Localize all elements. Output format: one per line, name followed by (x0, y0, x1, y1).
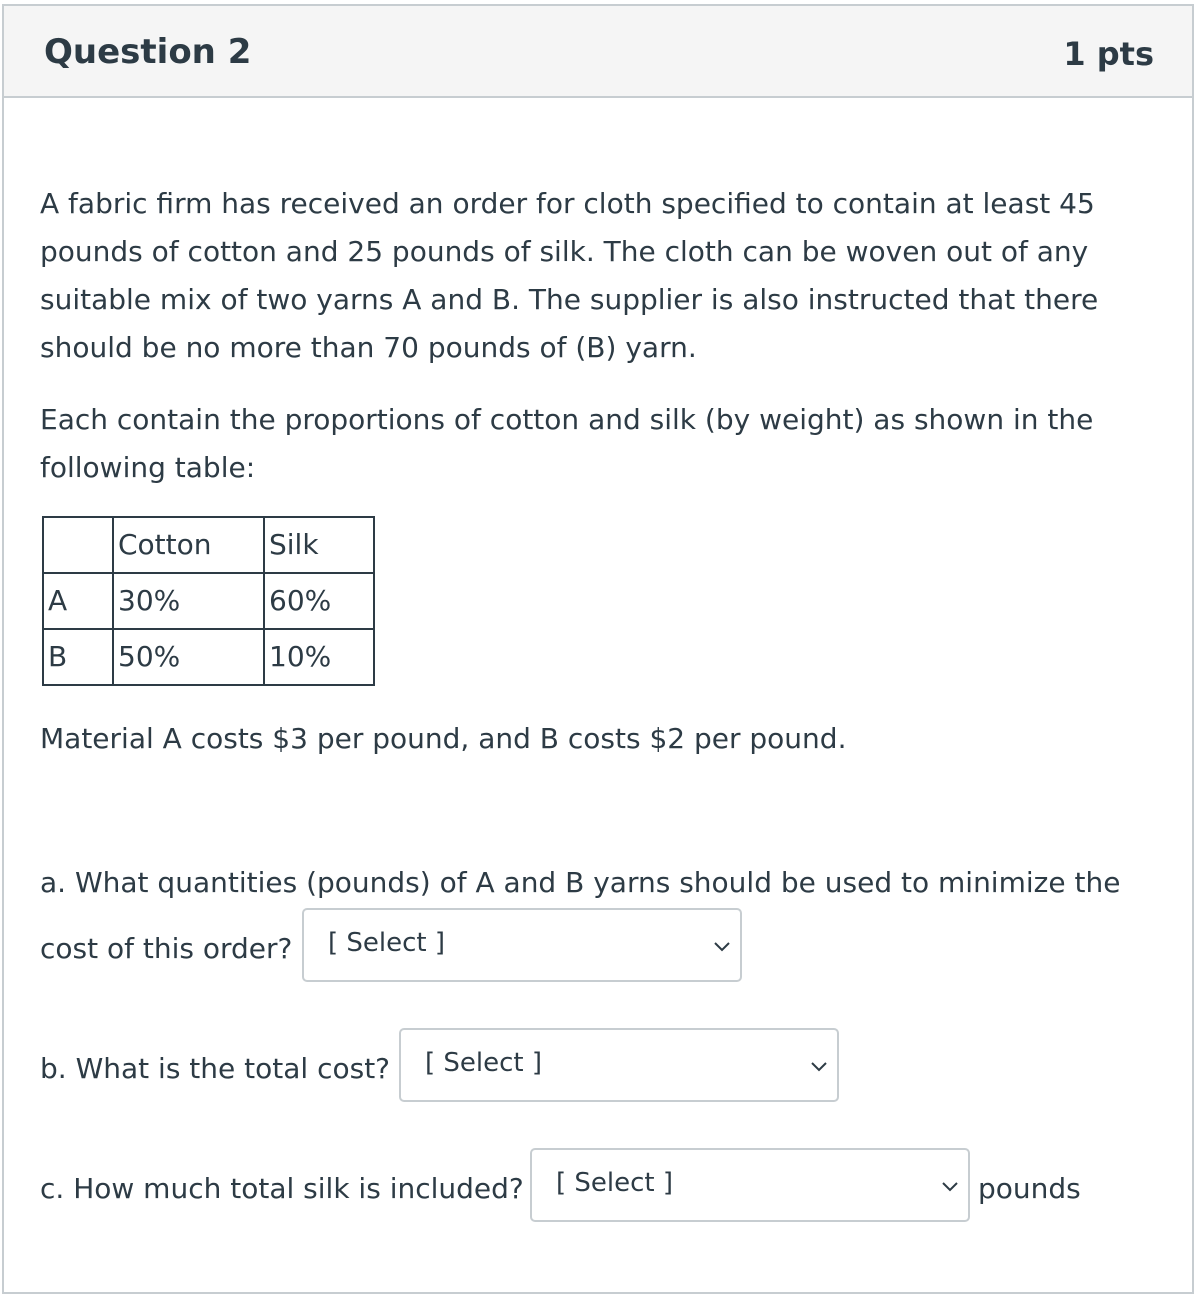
part-a-select[interactable] (302, 908, 742, 982)
yarn-proportions-table (42, 516, 375, 686)
part-b-select-value: [ Select ] (425, 1048, 543, 1078)
table-cell: A (43, 573, 113, 629)
part-b-question: b. What is the total cost? (40, 1052, 391, 1085)
table-header-cell (43, 517, 113, 573)
part-b-select[interactable] (399, 1028, 839, 1102)
question-header (4, 6, 1192, 98)
part-c-select[interactable] (530, 1148, 970, 1222)
cost-statement: Material A costs $3 per pound, and B costs $2 per pound. (40, 722, 847, 755)
table-cell: 60% (264, 573, 374, 629)
table-intro: Each contain the proportions of cotton and silk (by weight) as shown in the following table: (40, 403, 1094, 484)
table-header-cell: Silk (264, 517, 374, 573)
table-row (43, 629, 374, 685)
chevron-down-icon (712, 936, 732, 956)
table-row (43, 573, 374, 629)
table-cell: 30% (113, 573, 264, 629)
chevron-down-icon (809, 1056, 829, 1076)
question-title: Question 2 (44, 32, 252, 72)
question-points: 1 pts (1063, 35, 1154, 73)
chevron-down-icon (940, 1176, 960, 1196)
table-cell: 50% (113, 629, 264, 685)
table-header-row (43, 517, 374, 573)
table-header-cell: Cotton (113, 517, 264, 573)
part-c-question: c. How much total silk is included? (40, 1172, 524, 1205)
part-a-question-line2: cost of this order? (40, 932, 293, 965)
table-cell: B (43, 629, 113, 685)
problem-statement: A fabric firm has received an order for cloth specified to contain at least 45 pounds of cotton and 25 pounds of silk. The cloth can be woven out of any suitable mix of two yarns A and B. The supplier is also instructed that there should be no more than 70 pounds of (B) yarn. (40, 187, 1099, 364)
part-c-select-value: [ Select ] (556, 1168, 674, 1198)
part-c-unit: pounds (978, 1172, 1081, 1205)
part-a-question-line1: a. What quantities (pounds) of A and B yarns should be used to minimize the (40, 866, 1121, 899)
part-a-select-value: [ Select ] (328, 928, 446, 958)
table-cell: 10% (264, 629, 374, 685)
